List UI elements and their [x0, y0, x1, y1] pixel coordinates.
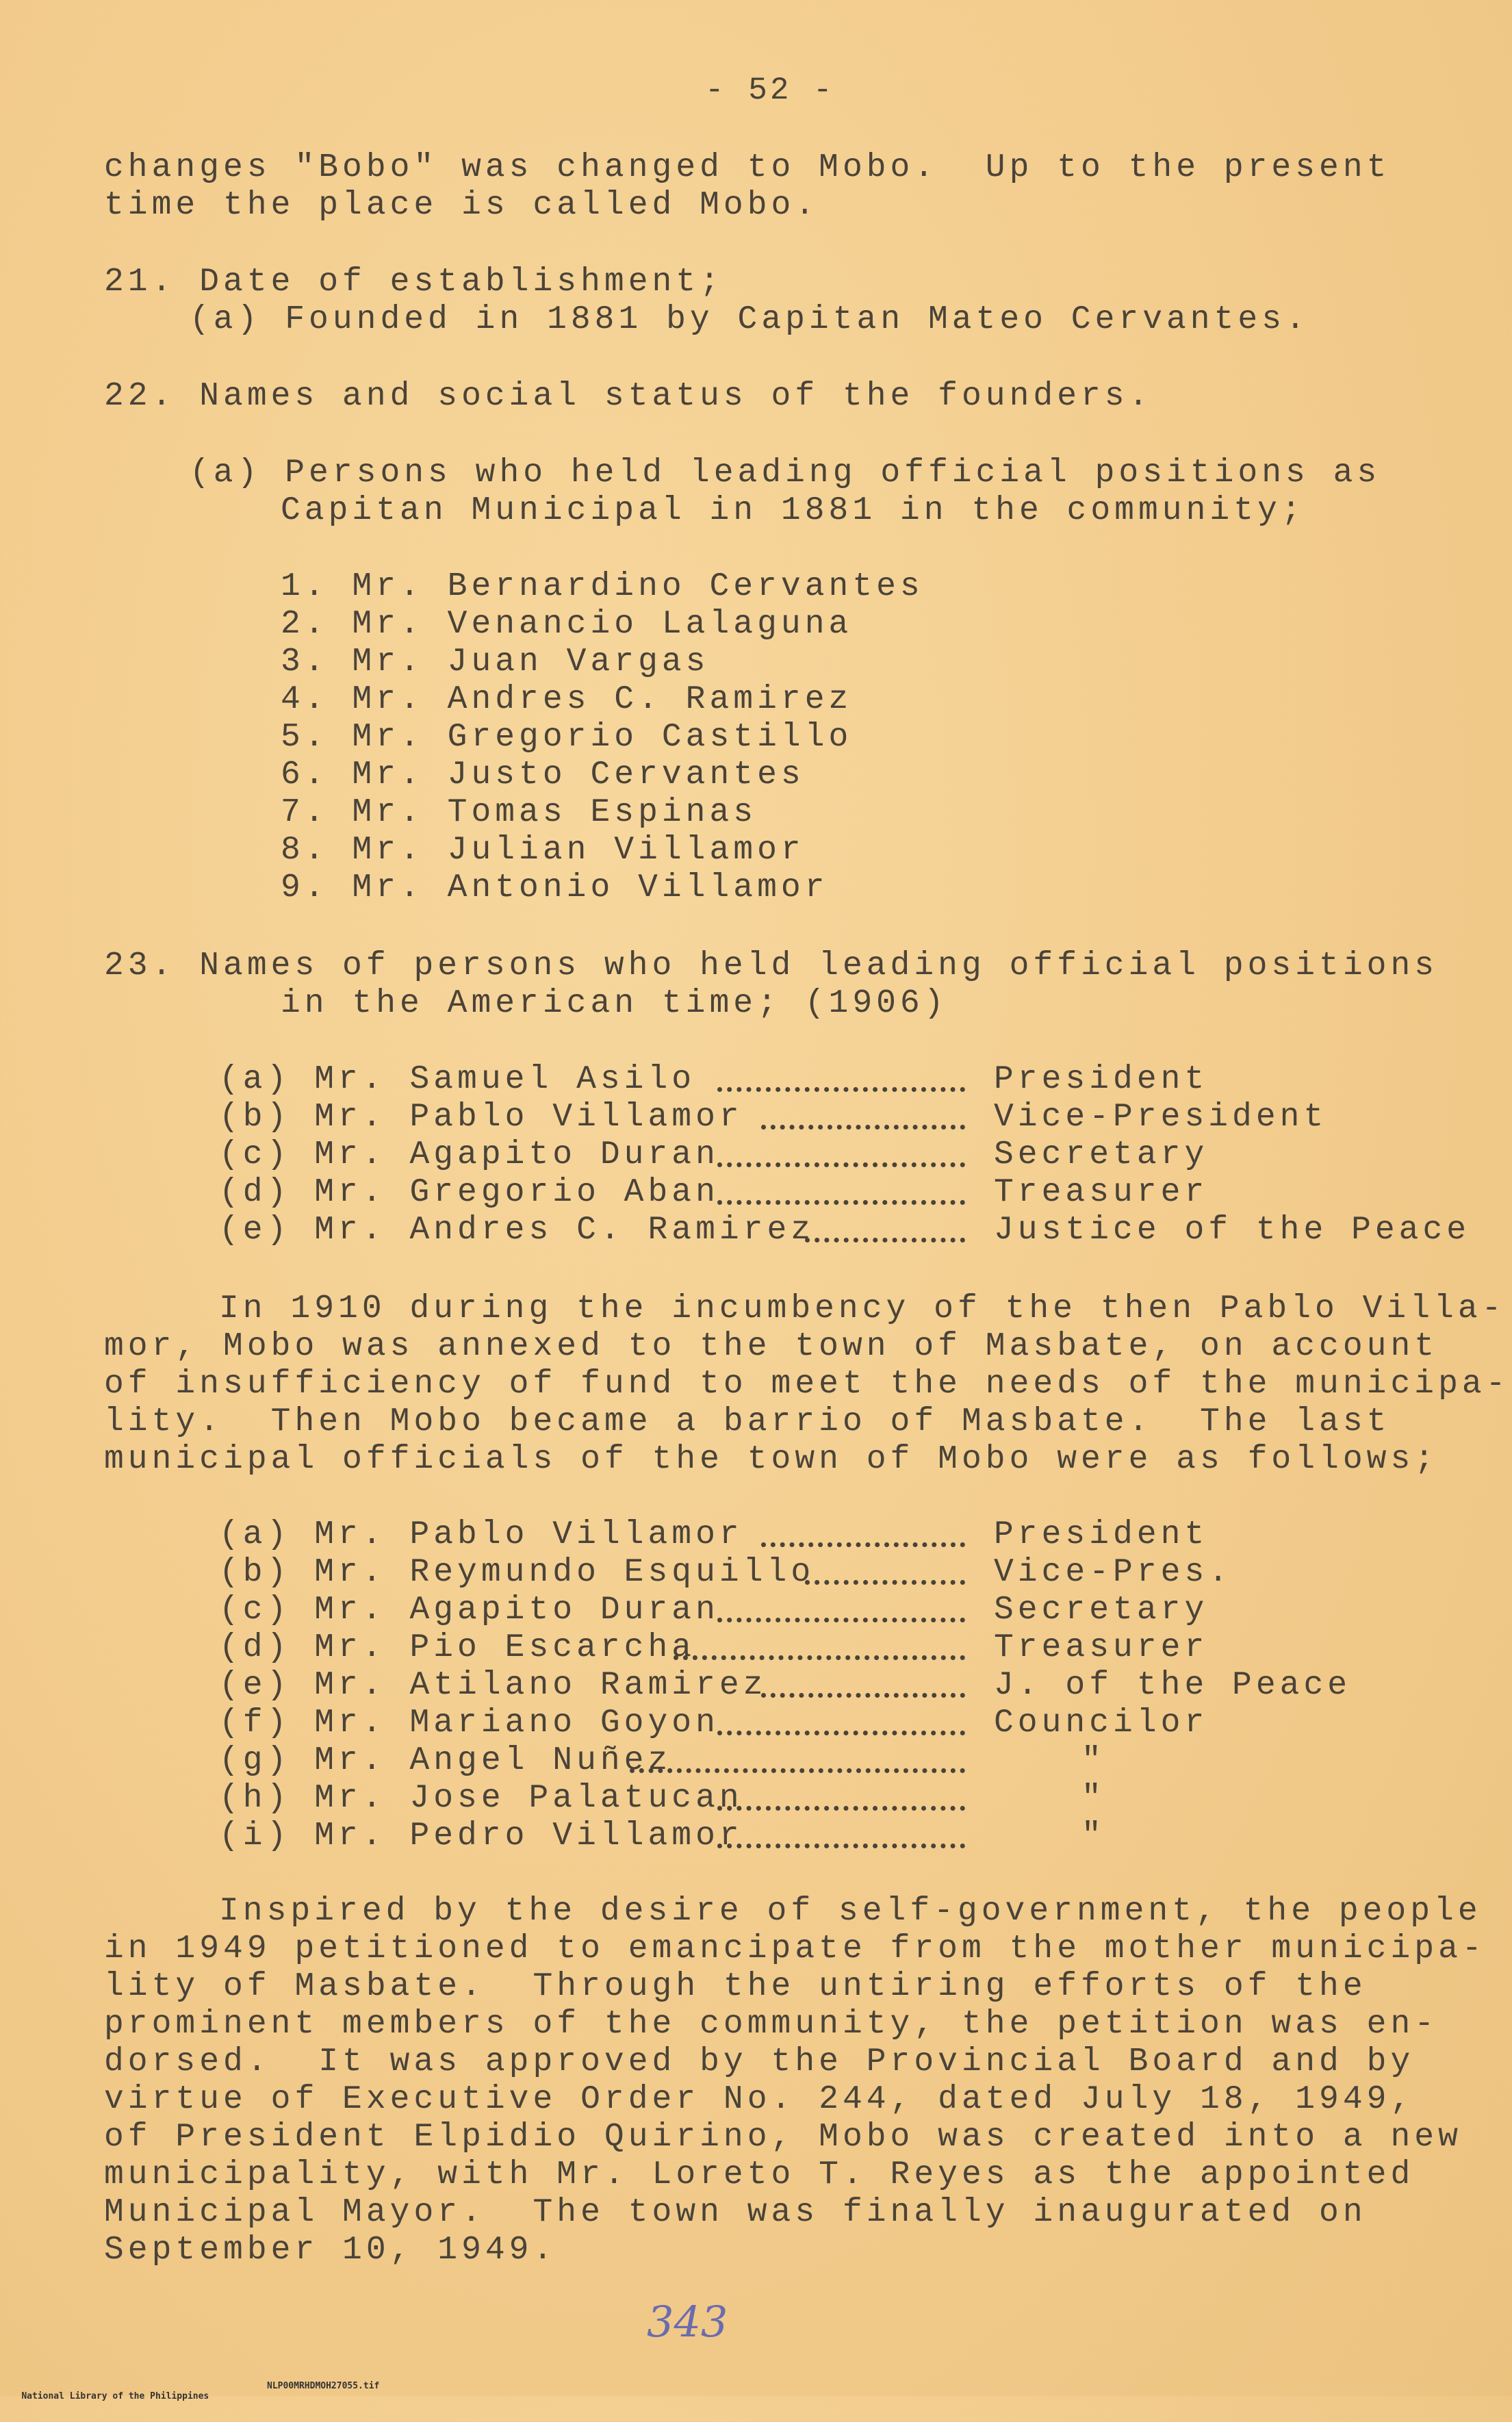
- founder-item: 9. Mr. Antonio Villamor: [281, 869, 829, 906]
- item-23-heading-line-1: 23. Names of persons who held leading official positions: [104, 947, 1439, 984]
- paragraph-line: municipal officials of the town of Mobo were as follows;: [104, 1441, 1439, 1478]
- official-name: (e) Mr. Andres C. Ramirez: [219, 1212, 815, 1249]
- founder-item: 8. Mr. Julian Villamor: [281, 832, 805, 869]
- founder-item: 7. Mr. Tomas Espinas: [281, 794, 758, 831]
- dot-leader: [674, 1629, 965, 1667]
- paragraph-line: Inspired by the desire of self-government, the people: [219, 1893, 1482, 1930]
- file-name: NLP00MRHDMOH27055.tif: [267, 2381, 380, 2391]
- founder-item: 4. Mr. Andres C. Ramirez: [281, 681, 853, 718]
- paragraph-line: Municipal Mayor. The town was finally inaugurated on: [104, 2194, 1367, 2231]
- dot-leader: [717, 1136, 965, 1174]
- official-position: Secretary: [994, 1136, 1209, 1173]
- page-number: - 52 -: [705, 73, 835, 108]
- official-position: Justice of the Peace: [994, 1212, 1471, 1249]
- official-position: J. of the Peace: [994, 1667, 1352, 1704]
- official-name: (e) Mr. Atilano Ramirez: [219, 1667, 767, 1704]
- dot-leader: [761, 1516, 965, 1554]
- dot-leader: [717, 1174, 965, 1212]
- ditto-mark: ": [1081, 1818, 1105, 1854]
- founder-item: 1. Mr. Bernardino Cervantes: [281, 568, 924, 605]
- official-name: (d) Mr. Gregorio Aban: [219, 1174, 719, 1211]
- official-name: (c) Mr. Agapito Duran: [219, 1592, 719, 1629]
- dot-leader: [805, 1554, 965, 1592]
- paragraph-line: of President Elpidio Quirino, Mobo was created into a new: [104, 2119, 1462, 2156]
- founder-item: 3. Mr. Juan Vargas: [281, 643, 710, 680]
- ditto-mark: ": [1081, 1742, 1105, 1779]
- ditto-mark: ": [1081, 1780, 1105, 1817]
- paragraph-line: lity of Masbate. Through the untiring efforts of the: [104, 1968, 1367, 2005]
- item-21-heading: 21. Date of establishment;: [104, 264, 723, 301]
- dot-leader: [761, 1099, 965, 1136]
- dot-leader: [717, 1818, 965, 1855]
- handwritten-page-number: 343: [647, 2297, 728, 2347]
- official-position: President: [994, 1061, 1209, 1098]
- founder-item: 2. Mr. Venancio Lalaguna: [281, 606, 853, 643]
- official-position: President: [994, 1516, 1209, 1553]
- official-position: Vice-President: [994, 1099, 1328, 1136]
- official-name: (c) Mr. Agapito Duran: [219, 1136, 719, 1173]
- official-position: Vice-Pres.: [994, 1554, 1233, 1591]
- official-name: (i) Mr. Pedro Villamor: [219, 1818, 743, 1854]
- paragraph-line: in 1949 petitioned to emancipate from the mother municipa-: [104, 1930, 1486, 1967]
- paragraph-line: September 10, 1949.: [104, 2232, 557, 2269]
- official-name: (d) Mr. Pio Escarcha: [219, 1629, 696, 1666]
- official-name: (b) Mr. Pablo Villamor: [219, 1099, 743, 1136]
- item-23-heading-line-2: in the American time; (1906): [281, 985, 948, 1022]
- official-position: Treasurer: [994, 1174, 1209, 1211]
- official-position: Councilor: [994, 1705, 1209, 1742]
- item-22-heading: 22. Names and social status of the founders.: [104, 378, 1153, 415]
- scan-footer: [0, 2381, 380, 2422]
- item-21-a: (a) Founded in 1881 by Capitan Mateo Cervantes.: [190, 301, 1309, 338]
- paragraph-line: lity. Then Mobo became a barrio of Masbate. The last: [104, 1403, 1391, 1440]
- official-name: (h) Mr. Jose Palatucan: [219, 1780, 743, 1817]
- official-name: (f) Mr. Mariano Goyon: [219, 1705, 719, 1742]
- paragraph-line: municipality, with Mr. Loreto T. Reyes as the appointed: [104, 2156, 1415, 2193]
- official-position: Treasurer: [994, 1629, 1209, 1666]
- dot-leader: [717, 1780, 965, 1818]
- item-22-a-line-1: (a) Persons who held leading official positions as: [190, 455, 1381, 492]
- official-name: (a) Mr. Samuel Asilo: [219, 1061, 696, 1098]
- dot-leader: [630, 1742, 965, 1780]
- official-name: (a) Mr. Pablo Villamor: [219, 1516, 743, 1553]
- founder-item: 5. Mr. Gregorio Castillo: [281, 719, 853, 756]
- paragraph-line: dorsed. It was approved by the Provincial Board and by: [104, 2043, 1415, 2080]
- paragraph-line: prominent members of the community, the petition was en-: [104, 2006, 1439, 2043]
- intro-line-1: changes "Bobo" was changed to Mobo. Up to the present: [104, 149, 1391, 186]
- official-position: Secretary: [994, 1592, 1209, 1629]
- intro-line-2: time the place is called Mobo.: [104, 187, 819, 224]
- dot-leader: [761, 1667, 965, 1705]
- paragraph-line: virtue of Executive Order No. 244, dated July 18, 1949,: [104, 2081, 1415, 2118]
- paragraph-line: In 1910 during the incumbency of the then Pablo Villa-: [219, 1290, 1506, 1327]
- dot-leader: [717, 1592, 965, 1629]
- dot-leader: [717, 1061, 965, 1099]
- dot-leader: [805, 1212, 965, 1249]
- paragraph-line: mor, Mobo was annexed to the town of Masbate, on account: [104, 1328, 1439, 1365]
- official-name: (g) Mr. Angel Nuñez: [219, 1742, 672, 1779]
- founder-item: 6. Mr. Justo Cervantes: [281, 756, 805, 793]
- library-name: National Library of the Philippines: [21, 2391, 209, 2401]
- official-name: (b) Mr. Reymundo Esquillo: [219, 1554, 815, 1591]
- dot-leader: [717, 1705, 965, 1742]
- item-22-a-line-2: Capitan Municipal in 1881 in the community;: [281, 492, 1305, 529]
- paragraph-line: of insufficiency of fund to meet the needs of the municipa-: [104, 1366, 1510, 1403]
